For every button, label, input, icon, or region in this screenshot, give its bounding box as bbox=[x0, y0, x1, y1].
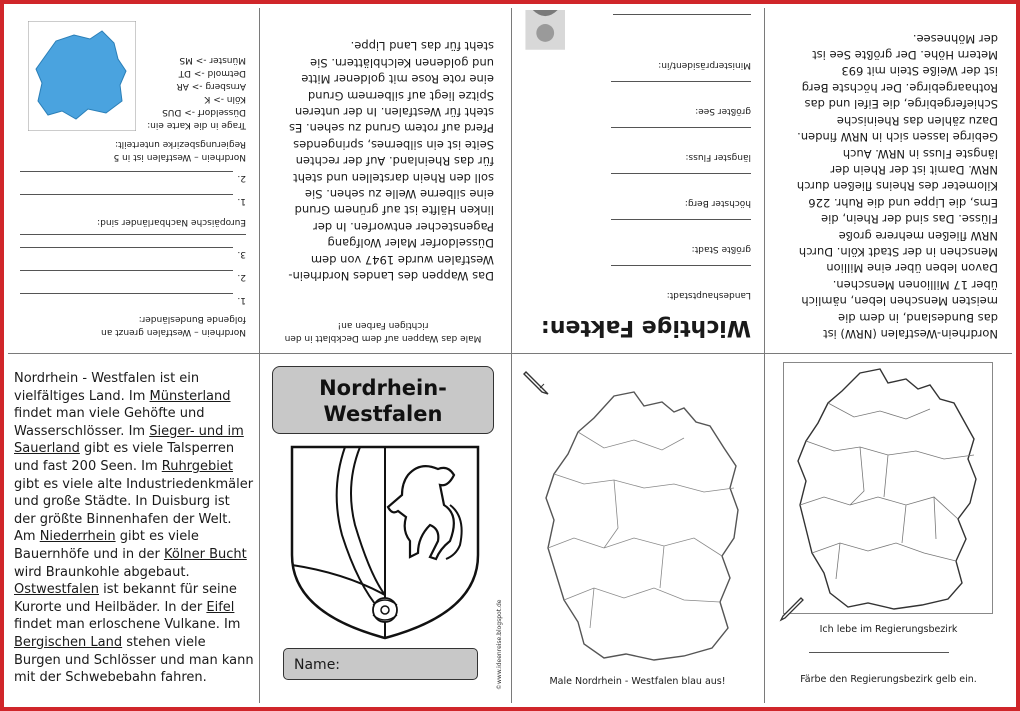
region-text: findet man viele Gehöfte und Wasserschlösser. Im bbox=[14, 406, 205, 439]
coat-text-line: für das Rheinland. Auf der rechten bbox=[295, 154, 494, 169]
intro-line: ist der Weiße Stein mit 693 bbox=[841, 64, 998, 79]
coat-text-line: Spitze liegt auf silbernem Grund bbox=[307, 88, 494, 103]
map-caption: Male Nordrhein - Westfalen blau aus! bbox=[549, 676, 726, 687]
enum-2: 2. bbox=[237, 173, 246, 183]
regions-paragraph bbox=[14, 370, 254, 687]
germany-outline-map-icon bbox=[534, 388, 746, 668]
region-name: Eifel bbox=[206, 599, 235, 615]
region-name: Ostwestfalen bbox=[14, 582, 99, 598]
cover-title bbox=[272, 366, 494, 434]
fact-label: Ministerpräsident/in: bbox=[658, 60, 751, 70]
region-name: Sieger- und im Sauerland bbox=[14, 423, 244, 457]
answer-line[interactable] bbox=[611, 81, 751, 82]
note-line-1: Male das Wappen auf dem Deckblatt in den bbox=[284, 333, 482, 343]
answer-line[interactable] bbox=[20, 247, 233, 248]
top-panel-borders bbox=[10, 10, 256, 350]
intro-line: meisten Menschen leben, nämlich bbox=[801, 294, 998, 309]
bottom-panel-district bbox=[767, 356, 1010, 696]
enum-1: 1. bbox=[237, 196, 246, 206]
intro-line: NRW. Damit ist der Rhein der bbox=[830, 162, 998, 177]
intro-line: Nordrhein-Westfalen (NRW) ist bbox=[823, 327, 998, 341]
district-caption: Ich lebe im Regierungsbezirk bbox=[819, 624, 958, 635]
coat-text-line: Pagenstecher entworfen. In der bbox=[313, 219, 494, 234]
intro-line: NRW fließen mehrere große bbox=[838, 228, 998, 243]
fold-line-1 bbox=[259, 8, 260, 703]
germany-map-frame bbox=[783, 362, 993, 614]
top-panel-coat-text bbox=[262, 10, 508, 350]
intro-line: Schiefergebirge, die Eifel und das bbox=[804, 97, 998, 112]
bottom-panel-regions bbox=[10, 356, 256, 696]
fact-label: größte Stadt: bbox=[691, 244, 751, 254]
answer-line[interactable] bbox=[613, 14, 751, 15]
answer-line[interactable] bbox=[20, 293, 233, 294]
intro-line: Ems, die Lippe und die Ruhr. 226 bbox=[808, 195, 998, 210]
map-list-item: Detmold -> DT bbox=[178, 68, 246, 78]
color-caption: Färbe den Regierungsbezirk gelb ein. bbox=[800, 674, 977, 685]
fact-label: Landeshauptstadt: bbox=[666, 290, 751, 300]
europe-label: Europäische Nachbarländer sind: bbox=[97, 217, 246, 227]
map-hint: Trage in die Karte ein: bbox=[147, 120, 246, 130]
region-name: Niederrhein bbox=[39, 529, 116, 545]
cover-title-line-2: Westfalen bbox=[323, 402, 443, 426]
note-line-2: richtigen Farben an! bbox=[337, 320, 429, 330]
facts-title: Wichtige Fakten: bbox=[540, 315, 751, 340]
coat-text-line: steht für Westfalen. In der unteren bbox=[294, 104, 494, 119]
answer-line[interactable] bbox=[611, 219, 751, 220]
region-name: Bergischen Land bbox=[14, 634, 123, 650]
coat-text-line: Das Wappen des Landes Nordrhein- bbox=[288, 269, 494, 283]
answer-line[interactable] bbox=[611, 173, 751, 174]
coat-of-arms-icon bbox=[290, 445, 480, 640]
intro-line: über 17 Millionen Menschen. bbox=[832, 277, 998, 292]
intro-line: Menschen in der Stadt Köln. Durch bbox=[798, 244, 998, 259]
coat-text-line: Westfalen wurde 1947 von dem bbox=[310, 252, 494, 267]
intro-line: Davon leben über eine Million bbox=[826, 261, 998, 276]
region-text: gibt es viele Talsperren und fast 200 Seen. Im bbox=[14, 441, 235, 474]
region-name: Münsterland bbox=[149, 388, 231, 404]
map-list-item: Düsseldorf -> DUS bbox=[162, 107, 246, 117]
districts-line-1: Nordrhein – Westfalen ist in 5 bbox=[113, 152, 246, 162]
region-text: wird Braunkohle abgebaut. bbox=[14, 564, 190, 580]
map-list-item: Münster -> MS bbox=[179, 55, 246, 65]
answer-line[interactable] bbox=[20, 194, 233, 195]
num-2: 2. bbox=[237, 272, 246, 282]
answer-line[interactable] bbox=[20, 171, 233, 172]
intro-line: Gebirge lassen sich in NRW finden. bbox=[797, 130, 998, 145]
borders-line-2: folgende Bundesländer: bbox=[138, 314, 246, 324]
coat-text-line: Seite ist ein silbernes, springendes bbox=[293, 137, 494, 152]
name-field[interactable] bbox=[283, 648, 478, 680]
coat-text-line: eine rote Rose mit goldener Mitte bbox=[301, 72, 494, 87]
map-list-item: Köln -> K bbox=[204, 94, 246, 104]
coat-text-line: steht für das Land Lippe. bbox=[350, 39, 494, 54]
intro-line: längste Fluss in NRW. Auch bbox=[842, 146, 998, 161]
coat-text-line: Düsseldorfer Maler Wolfgang bbox=[327, 236, 494, 251]
answer-line[interactable] bbox=[809, 652, 949, 653]
region-name: Kölner Bucht bbox=[163, 546, 247, 562]
fold-line-3 bbox=[764, 8, 765, 703]
coat-text-line: und goldenen Kelchblättern. Sie bbox=[310, 55, 494, 70]
region-text: stehen viele Burgen und Schlösser und man kann mit der Schwebebahn fahren. bbox=[14, 634, 254, 686]
coat-text-line: linken Hälfte ist auf grünem Grund bbox=[294, 203, 494, 218]
intro-line: Kilometer des Rheins fließen durch bbox=[796, 179, 998, 194]
region-text: gibt es viele alte Industriedenkmäler und große Städte. In Duisburg ist der größte Binnenhafen der Welt. Am bbox=[14, 476, 254, 545]
name-label: Name: bbox=[294, 657, 341, 673]
top-panel-facts bbox=[514, 10, 761, 350]
map-list-item: Arnsberg -> AR bbox=[176, 81, 246, 91]
answer-line[interactable] bbox=[611, 265, 751, 266]
districts-line-2: Regierungsbezirke unterteilt: bbox=[115, 139, 246, 149]
region-text: ist bekannt für seine Kurorte und Heilbäder. In der bbox=[14, 582, 237, 615]
fold-line-horizontal bbox=[8, 353, 1012, 354]
region-name: Ruhrgebiet bbox=[161, 458, 234, 474]
region-text: gibt es viele Bauernhöfe und in der bbox=[14, 529, 199, 562]
borders-line-1: Nordrhein – Westfalen grenzt an bbox=[101, 327, 246, 337]
fold-line-2 bbox=[511, 8, 512, 703]
coat-text-line: Pferd auf rotem Grund zu sehen. Es bbox=[289, 121, 494, 136]
intro-line: das Bundesland, in dem die bbox=[838, 310, 998, 325]
answer-line[interactable] bbox=[20, 234, 246, 235]
region-text: findet man erloschene Vulkane. Im bbox=[14, 617, 241, 633]
credit-text: ©www.ideenreise.blogspot.de bbox=[496, 599, 503, 690]
coat-text-line: soll den Rhein darstellen und steht bbox=[293, 170, 494, 185]
coat-text-block bbox=[270, 38, 494, 284]
intro-line: Rothaargebirge. Der höchste Berg bbox=[801, 80, 998, 95]
intro-line: Flüsse. Das sind der Rhein, die bbox=[821, 212, 998, 227]
fact-label: größter See: bbox=[695, 106, 751, 116]
pencil-icon bbox=[779, 596, 805, 622]
fact-label: längster Fluss: bbox=[685, 152, 751, 162]
bottom-panel-map-nrw bbox=[514, 356, 761, 696]
coat-text-line: eine silberne Welle zu sehen. Sie bbox=[304, 186, 494, 201]
answer-line[interactable] bbox=[611, 127, 751, 128]
num-1: 1. bbox=[237, 295, 246, 305]
portrait-photo-icon bbox=[525, 10, 565, 50]
cover-title-line-1: Nordrhein- bbox=[319, 376, 447, 400]
germany-districts-map-icon bbox=[784, 363, 992, 613]
num-3: 3. bbox=[237, 249, 246, 259]
fact-label: höchster Berg: bbox=[684, 198, 751, 208]
nrw-map-icon bbox=[28, 21, 136, 131]
intro-line: der Möhnesee. bbox=[912, 31, 998, 46]
top-panel-intro bbox=[767, 10, 1010, 350]
region-text: Nordrhein - Westfalen ist ein vielfältiges Land. Im bbox=[14, 371, 200, 404]
intro-line: Dazu zählen das Rheinische bbox=[836, 113, 998, 128]
intro-line: Metern Höhe. Der größte See ist bbox=[812, 48, 998, 63]
answer-line[interactable] bbox=[20, 270, 233, 271]
